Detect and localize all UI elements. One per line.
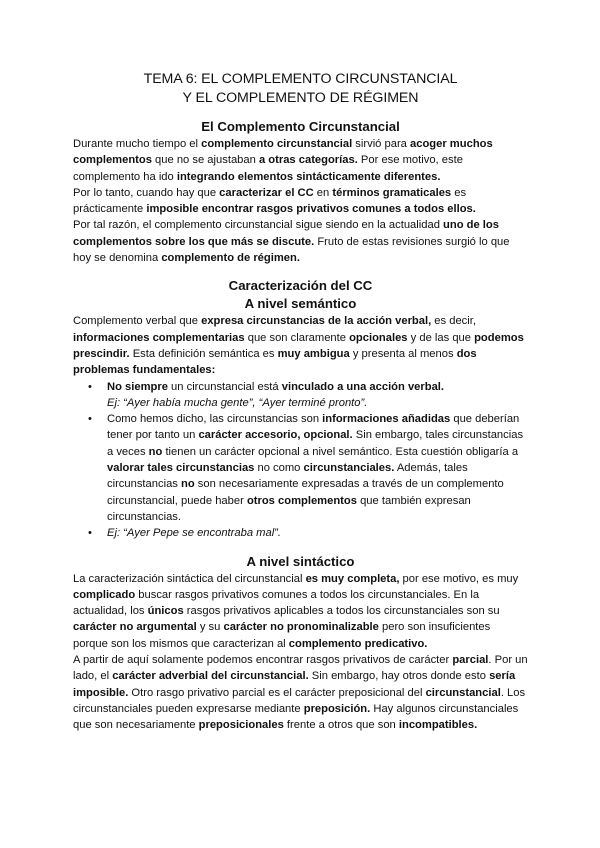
paragraph-gramatical: Por lo tanto, cuando hay que caracterizar el CC en términos gramaticales es prácticamente imposible encontrar rasgos privativos comunes a todos ellos. [73, 186, 476, 216]
title-line-2: Y EL COMPLEMENTO DE RÉGIMEN [182, 90, 419, 106]
problems-list [73, 379, 528, 542]
paragraph-regimen: Por tal razón, el complemento circunstancial sigue siendo en la actualidad uno de los complementos sobre los que más se discute. Fruto de estas revisiones surgió lo que hoy se denomina complemento de régimen. [73, 219, 510, 265]
list-item: • No siempre un circunstancial está vinculado a una acción verbal. Ej: “Ayer había mucha gente”, “Ayer terminé pronto”. [107, 379, 528, 412]
document-title [73, 70, 528, 108]
section-heading-caracterizacion: Caracterización del CC [228, 278, 373, 294]
example-text: Ej: “Ayer había mucha gente”, “Ayer terminé pronto”. [107, 396, 368, 409]
example-text: Ej: “Ayer Pepe se encontraba mal”. [107, 527, 282, 540]
list-item: • Como hemos dicho, las circunstancias son informaciones añadidas que deberían tener por tanto un carácter accesorio, opcional. Sin embargo, tales circunstancias a veces no tienen un carácter opcional a nivel semántico. Esta cuestión obligaría a valorar tales circunstancias no como circunstanciales. Además, tales circunstancias no son necesariamente expresadas a través de un complemento circunstancial, puede haber otros complementos que también expresan circunstancias. [107, 411, 528, 525]
section-heading-cc: El Complemento Circunstancial [201, 119, 400, 134]
subheading-sintactico: A nivel sintáctico [246, 553, 355, 569]
title-line-1: TEMA 6: EL COMPLEMENTO CIRCUNSTANCIAL [143, 71, 458, 87]
paragraph-parcial: A partir de aquí solamente podemos encontrar rasgos privativos de carácter parcial. Por un lado, el carácter adverbial del circunstancial. Sin embargo, hay otros donde esto sería imposible. Otro rasgo privativo parcial es el carácter preposicional del circunstancial. Los circunstanciales pueden expresarse mediante preposición. Hay algunos circunstanciales que son necesariamente preposicionales frente a otros que son incompatibles. [73, 654, 528, 732]
paragraph-intro: Durante mucho tiempo el complemento circunstancial sirvió para acoger muchos complementos que no se ajustaban a otras categorías. Por ese motivo, este complemento ha ido integrando elementos sintácticamente diferentes. [73, 138, 493, 183]
subheading-semantico: A nivel semántico [244, 296, 357, 312]
list-item [107, 525, 528, 541]
paragraph-semantico: Complemento verbal que expresa circunstancias de la acción verbal, es decir, informaciones complementarias que son claramente opcionales y de las que podemos prescindir. Esta definición semántica es muy ambigua y presenta al menos dos problemas fundamentales: [73, 315, 524, 377]
paragraph-sintactico: La caracterización sintáctica del circunstancial es muy completa, por ese motivo, es muy complicado buscar rasgos privativos comunes a todos los circunstanciales. En la actualidad, los únicos rasgos privativos aplicables a todos los circunstanciales son su carácter no argumental y su carácter no pronominalizable pero son insuficientes porque son los mismos que caracterizan al complemento predicativo. [73, 572, 519, 650]
